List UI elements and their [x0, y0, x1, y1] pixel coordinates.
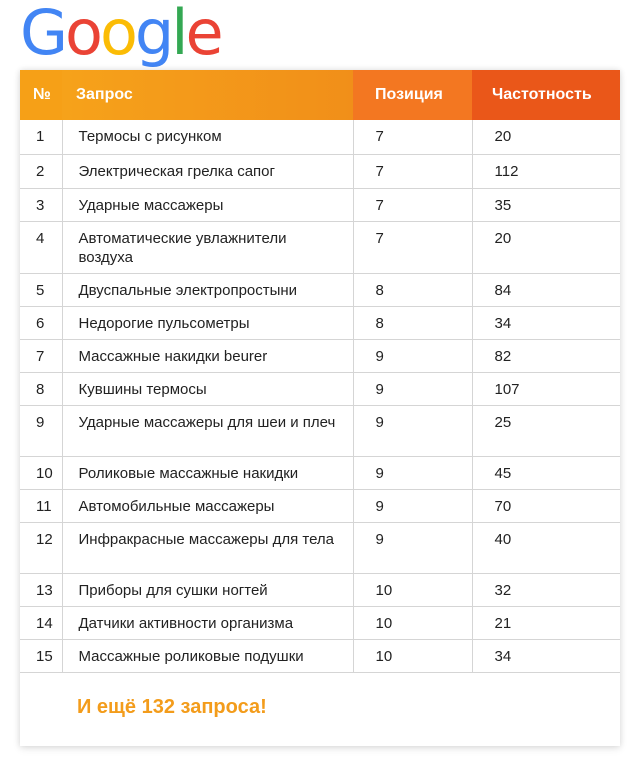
cell-num: 10	[20, 456, 62, 489]
cell-position: 9	[353, 522, 472, 573]
cell-frequency: 84	[472, 273, 620, 306]
table-row	[20, 120, 620, 154]
cell-num: 8	[20, 372, 62, 405]
cell-num: 1	[20, 120, 62, 154]
results-card	[20, 70, 620, 746]
cell-position: 10	[353, 639, 472, 672]
cell-position: 10	[353, 606, 472, 639]
cell-position: 7	[353, 154, 472, 188]
logo-letter: o	[99, 0, 135, 69]
table-row	[20, 188, 620, 221]
cell-frequency: 82	[472, 339, 620, 372]
table-row	[20, 456, 620, 489]
cell-frequency: 40	[472, 522, 620, 573]
cell-query: Ударные массажеры	[62, 188, 353, 221]
table-row	[20, 221, 620, 273]
table-row	[20, 339, 620, 372]
cell-position: 8	[353, 273, 472, 306]
cell-position: 9	[353, 339, 472, 372]
cell-query: Электрическая грелка сапог	[62, 154, 353, 188]
cell-position: 8	[353, 306, 472, 339]
cell-query: Массажные накидки beurer	[62, 339, 353, 372]
cell-frequency: 25	[472, 405, 620, 456]
table-row	[20, 372, 620, 405]
cell-num: 5	[20, 273, 62, 306]
logo-letter: e	[185, 0, 221, 69]
cell-position: 7	[353, 221, 472, 273]
cell-position: 7	[353, 188, 472, 221]
cell-frequency: 35	[472, 188, 620, 221]
cell-num: 9	[20, 405, 62, 456]
cell-frequency: 45	[472, 456, 620, 489]
table-row	[20, 405, 620, 456]
logo-letter: g	[134, 0, 172, 69]
cell-num: 6	[20, 306, 62, 339]
cell-query: Кувшины термосы	[62, 372, 353, 405]
cell-frequency: 34	[472, 306, 620, 339]
cell-frequency: 70	[472, 489, 620, 522]
cell-query: Массажные роликовые подушки	[62, 639, 353, 672]
cell-query: Приборы для сушки ногтей	[62, 573, 353, 606]
table-row	[20, 273, 620, 306]
table-row	[20, 522, 620, 573]
header-position: Позиция	[353, 70, 472, 120]
table-header-row	[20, 70, 620, 120]
table-row	[20, 154, 620, 188]
queries-table	[20, 70, 620, 673]
header-num: №	[20, 70, 62, 120]
logo-letter: G	[20, 0, 66, 69]
table-row	[20, 639, 620, 672]
cell-position: 10	[353, 573, 472, 606]
cell-frequency: 20	[472, 120, 620, 154]
cell-position: 9	[353, 372, 472, 405]
cell-query: Недорогие пульсометры	[62, 306, 353, 339]
cell-query: Автомобильные массажеры	[62, 489, 353, 522]
table-row	[20, 306, 620, 339]
cell-num: 12	[20, 522, 62, 573]
cell-num: 14	[20, 606, 62, 639]
table-row	[20, 606, 620, 639]
cell-query: Инфракрасные массажеры для тела	[62, 522, 353, 573]
more-queries-text: И ещё 132 запроса!	[77, 696, 267, 718]
cell-num: 3	[20, 188, 62, 221]
cell-num: 7	[20, 339, 62, 372]
header-query: Запрос	[62, 70, 353, 120]
table-row	[20, 573, 620, 606]
cell-frequency: 107	[472, 372, 620, 405]
table-row	[20, 489, 620, 522]
logo-letter: o	[65, 0, 100, 69]
header-frequency: Частотность	[472, 70, 620, 120]
cell-frequency: 21	[472, 606, 620, 639]
cell-position: 9	[353, 456, 472, 489]
cell-frequency: 112	[472, 154, 620, 188]
cell-query: Роликовые массажные накидки	[62, 456, 353, 489]
google-logo	[20, 0, 221, 69]
cell-query: Автоматические увлажнители воздуха	[62, 221, 353, 273]
cell-num: 2	[20, 154, 62, 188]
cell-query: Термосы с рисунком	[62, 120, 353, 154]
cell-position: 9	[353, 405, 472, 456]
cell-position: 7	[353, 120, 472, 154]
cell-frequency: 20	[472, 221, 620, 273]
cell-num: 15	[20, 639, 62, 672]
cell-num: 13	[20, 573, 62, 606]
cell-frequency: 34	[472, 639, 620, 672]
cell-num: 4	[20, 221, 62, 273]
cell-query: Двуспальные электропростыни	[62, 273, 353, 306]
cell-query: Ударные массажеры для шеи и плеч	[62, 405, 353, 456]
cell-query: Датчики активности организма	[62, 606, 353, 639]
table-body	[20, 120, 620, 672]
cell-frequency: 32	[472, 573, 620, 606]
cell-num: 11	[20, 489, 62, 522]
cell-position: 9	[353, 489, 472, 522]
logo-letter: l	[171, 0, 186, 69]
